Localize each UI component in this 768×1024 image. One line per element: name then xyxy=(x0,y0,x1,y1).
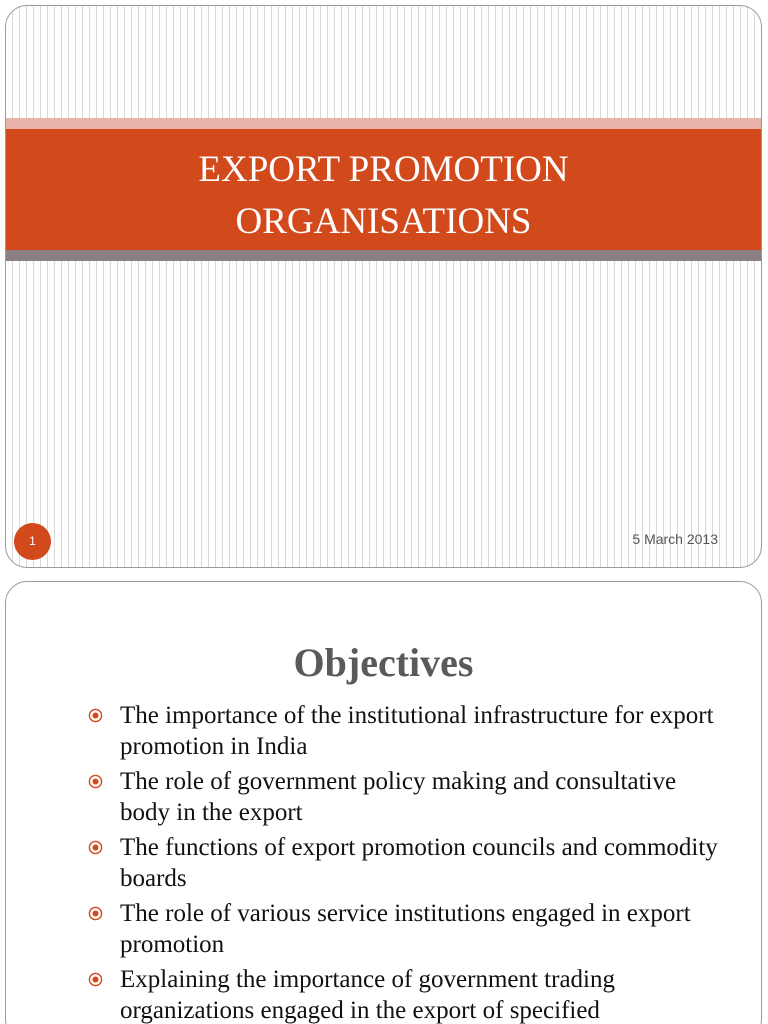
slide-date: 5 March 2013 xyxy=(632,531,718,547)
objectives-heading: Objectives xyxy=(293,640,474,685)
list-item-text: The role of various service institutions engaged in export promotion xyxy=(120,900,691,958)
list-item-text: The functions of export promotion councils and commodity boards xyxy=(120,834,718,892)
list-item-text: Explaining the importance of government trading organizations engaged in the export of specified xyxy=(120,966,615,1024)
slide-title: EXPORT PROMOTION ORGANISATIONS xyxy=(198,149,569,242)
pink-accent-band xyxy=(6,118,761,129)
objectives-list xyxy=(84,700,724,1024)
slide-number-badge: 1 xyxy=(14,523,51,560)
gray-accent-band xyxy=(6,250,761,261)
target-bullet-icon xyxy=(88,972,103,987)
list-item-text: The role of government policy making and consultative body in the export xyxy=(120,768,677,826)
list-item-text: The importance of the institutional infrastructure for export promotion in India xyxy=(120,702,714,760)
target-bullet-icon xyxy=(88,708,103,723)
list-item xyxy=(84,700,724,762)
target-bullet-icon xyxy=(88,840,103,855)
title-slide xyxy=(5,5,762,568)
target-bullet-icon xyxy=(88,774,103,789)
list-item xyxy=(84,832,724,894)
list-item xyxy=(84,964,724,1024)
target-bullet-icon xyxy=(88,906,103,921)
list-item xyxy=(84,898,724,960)
list-item xyxy=(84,766,724,828)
objectives-slide xyxy=(5,581,762,1024)
